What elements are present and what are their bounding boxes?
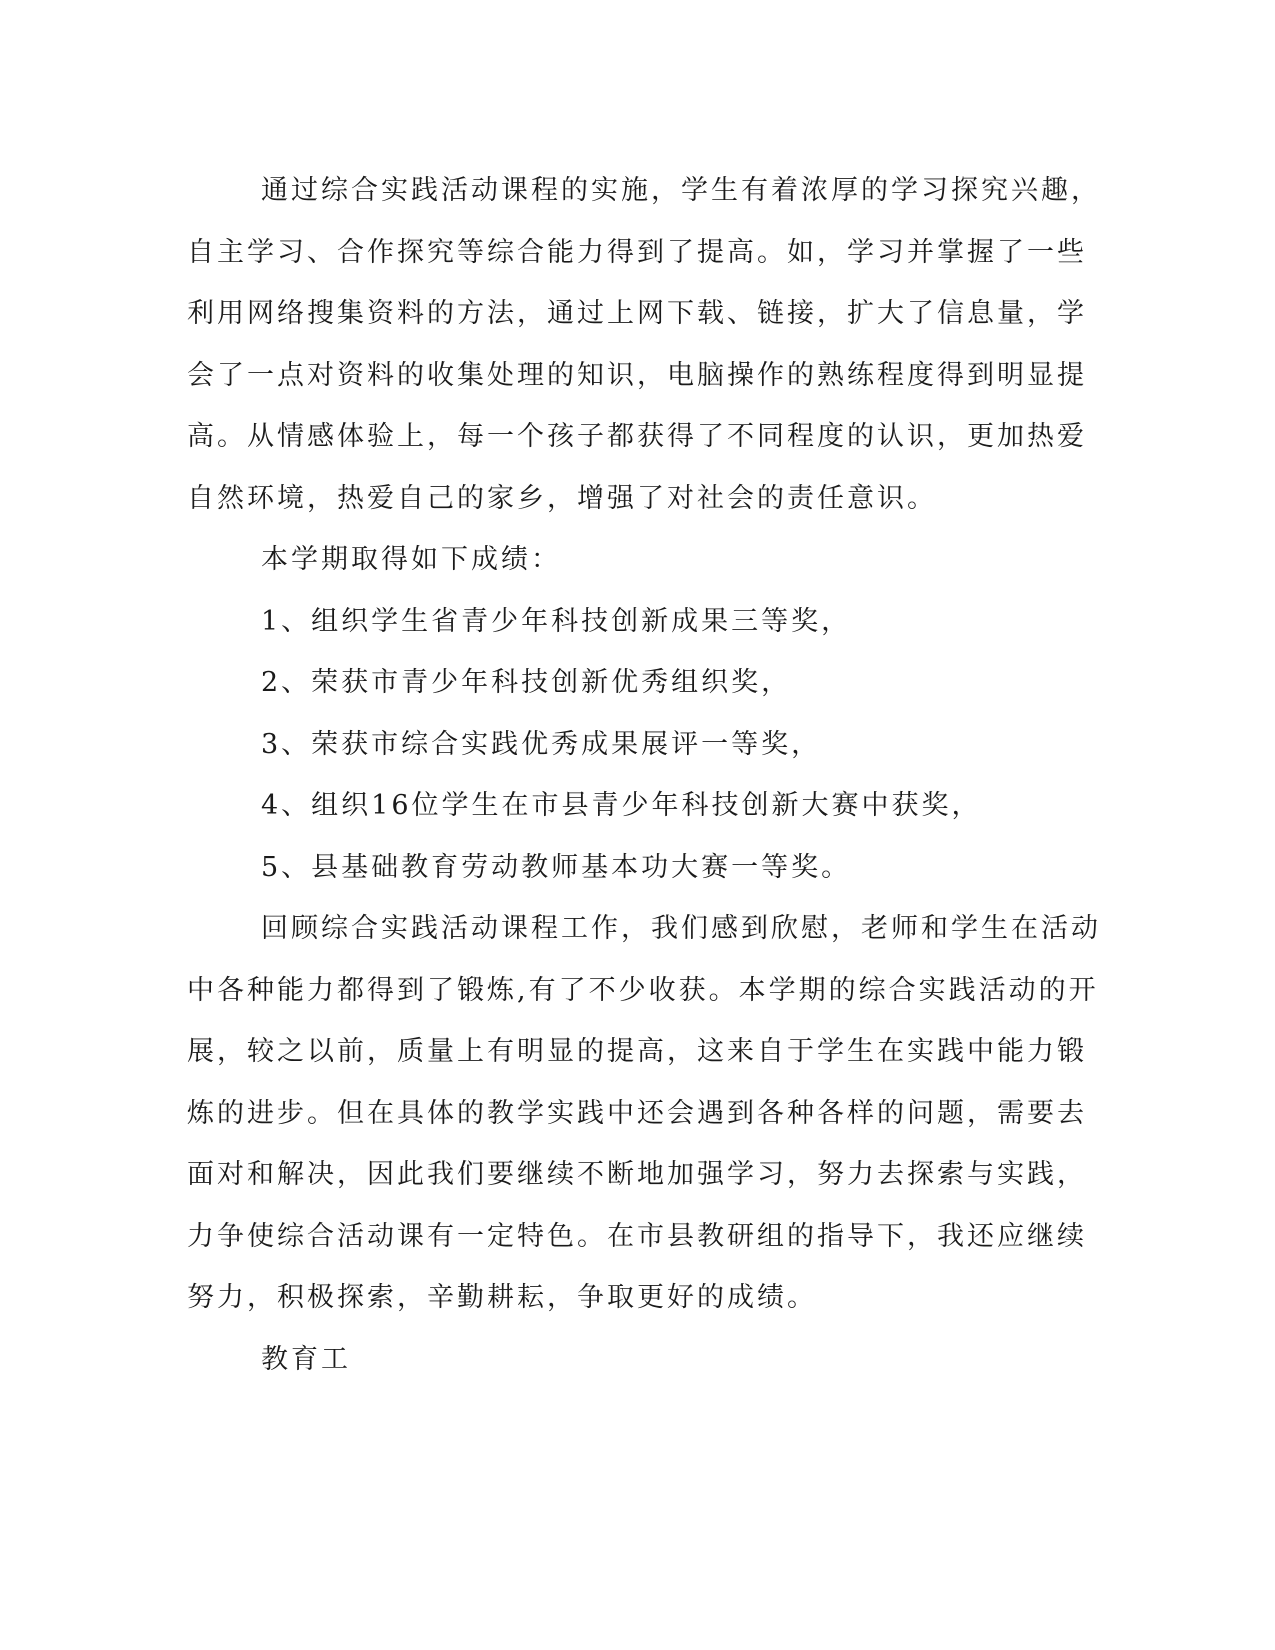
text-line: 自然环境，热爱自己的家乡，增强了对社会的责任意识。 xyxy=(187,482,937,514)
achievement-item: 1、组织学生省青少年科技创新成果三等奖， xyxy=(261,605,852,637)
text-line: 努力，积极探索，辛勤耕耘，争取更好的成绩。 xyxy=(187,1282,817,1313)
paragraph-review xyxy=(187,898,1101,1329)
text-line: 回顾综合实践活动课程工作，我们感到欣慰，老师和学生在活动 xyxy=(261,913,1101,944)
closing-fragment: 教育工 xyxy=(261,1343,351,1375)
text-line: 会了一点对资料的收集处理的知识，电脑操作的熟练程度得到明显提 xyxy=(187,359,1087,391)
text-line: 中各种能力都得到了锻炼,有了不少收获。本学期的综合实践活动的开 xyxy=(187,974,1099,1006)
text-line: 高。从情感体验上，每一个孩子都获得了不同程度的认识，更加热爱 xyxy=(187,421,1087,452)
text-line: 自主学习、合作探究等综合能力得到了提高。如，学习并掌握了一些 xyxy=(187,236,1087,268)
achievement-item: 5、县基础教育劳动教师基本功大赛一等奖。 xyxy=(261,851,852,883)
text-line: 利用网络搜集资料的方法，通过上网下载、链接，扩大了信息量，学 xyxy=(187,298,1087,329)
document-body xyxy=(187,160,1101,1390)
achievement-item: 3、荣获市综合实践优秀成果展评一等奖， xyxy=(261,728,822,760)
achievements-section xyxy=(187,529,1067,898)
text-line: 炼的进步。但在具体的教学实践中还会遇到各种各样的问题，需要去 xyxy=(187,1097,1087,1129)
paragraph-outcomes xyxy=(187,160,1101,529)
text-line: 力争使综合活动课有一定特色。在市县教研组的指导下，我还应继续 xyxy=(187,1220,1087,1252)
text-line: 通过综合实践活动课程的实施，学生有着浓厚的学习探究兴趣， xyxy=(261,175,1101,206)
achievement-item: 4、组织16位学生在市县青少年科技创新大赛中获奖， xyxy=(261,790,982,821)
text-line: 面对和解决，因此我们要继续不断地加强学习，努力去探索与实践， xyxy=(187,1159,1087,1190)
text-line: 展，较之以前，质量上有明显的提高，这来自于学生在实践中能力锻 xyxy=(187,1036,1087,1067)
achievements-intro: 本学期取得如下成绩： xyxy=(261,544,561,575)
achievement-item: 2、荣获市青少年科技创新优秀组织奖， xyxy=(261,667,792,698)
